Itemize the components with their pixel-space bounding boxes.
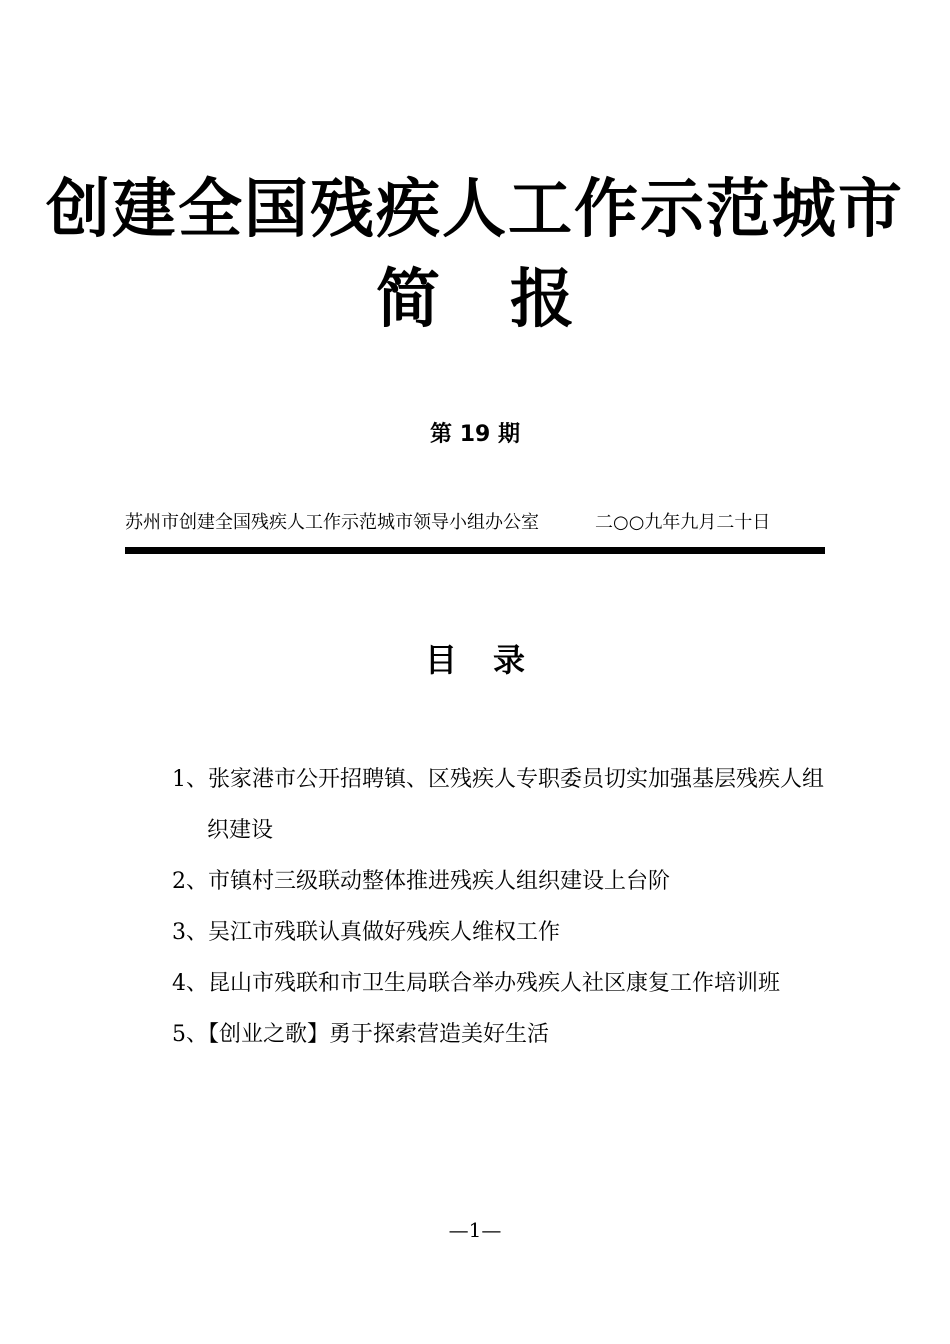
- toc-item: [172, 754, 832, 856]
- toc-item: [172, 856, 832, 907]
- toc-title: 目录: [424, 641, 561, 679]
- toc-list: [172, 754, 832, 1060]
- issuer-name: 苏州市创建全国残疾人工作示范城市领导小组办公室: [125, 512, 539, 533]
- toc-item-text: 【创业之歌】勇于探索营造美好生活: [208, 1022, 550, 1047]
- issue-number: 第 19 期: [430, 422, 520, 447]
- toc-item-number: 2、: [172, 869, 208, 894]
- bulletin-title: 创建全国残疾人工作示范城市: [46, 173, 904, 247]
- toc-item-number: 4、: [172, 971, 208, 996]
- toc-item-text: 吴江市残联认真做好残疾人维权工作: [208, 920, 561, 945]
- toc-item-text: 市镇村三级联动整体推进残疾人组织建设上台阶: [208, 869, 671, 894]
- toc-item: [172, 1009, 832, 1060]
- issue-date: 二○○九年九月二十日: [595, 512, 771, 533]
- bulletin-subtitle: 简报: [376, 263, 644, 337]
- toc-item-number: 3、: [172, 920, 208, 945]
- toc-item-number: 1、: [172, 767, 208, 792]
- header-rule: [125, 547, 825, 554]
- toc-item-text: 昆山市残联和市卫生局联合举办残疾人社区康复工作培训班: [208, 971, 781, 996]
- toc-item-text: 张家港市公开招聘镇、区残疾人专职委员切实加强基层残疾人组织建设: [207, 767, 825, 843]
- toc-item-number: 5、: [172, 1022, 208, 1047]
- page-number: —1—: [448, 1218, 502, 1242]
- toc-item: [172, 958, 832, 1009]
- toc-item: [172, 907, 832, 958]
